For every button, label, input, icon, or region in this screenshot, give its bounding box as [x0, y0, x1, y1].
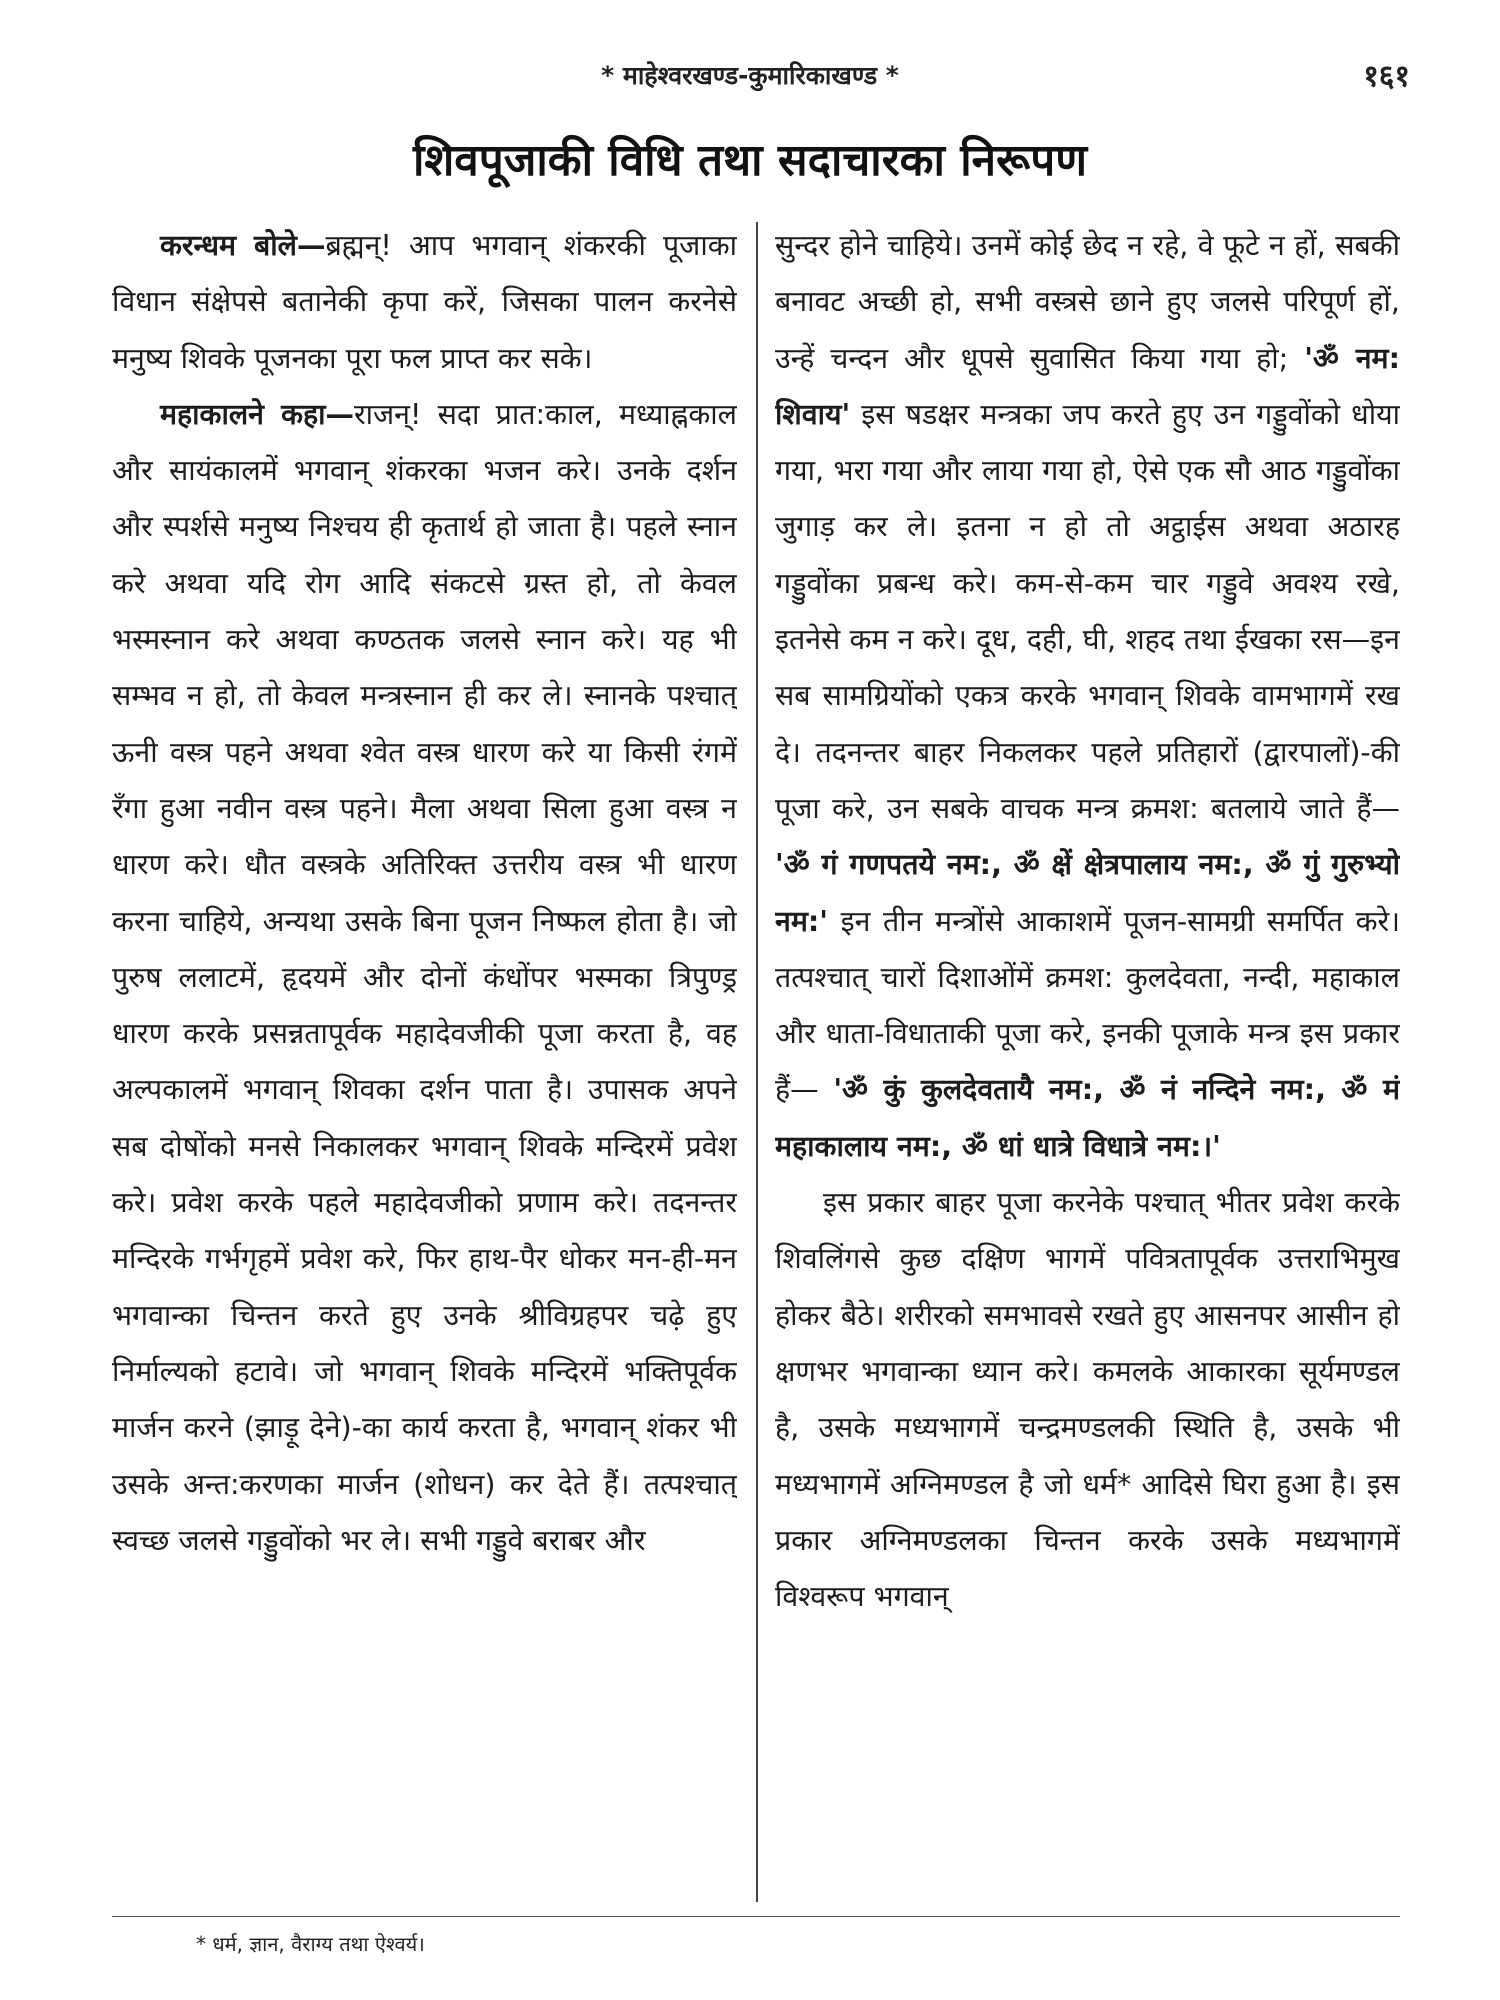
paragraph: [112, 218, 737, 387]
chapter-title: शिवपूजाकी विधि तथा सदाचारका निरूपण: [412, 135, 1088, 186]
speaker-name: करन्धम बोले—: [160, 229, 326, 262]
paragraph-text: इस प्रकार बाहर पूजा करनेके पश्चात् भीतर प्रवेश करके शिवलिंगसे कुछ दक्षिण भागमें पवित्रतापूर्वक उत्तराभिमुख होकर बैठे। शरीरको समभावसे रखते हुए आसनपर आसीन हो क्षणभर भगवान्का ध्यान करे। कमलके आकारका सूर्यमण्डल है, उसके मध्यभागमें चन्द्रमण्डलकी स्थिति है, उसके भी मध्यभागमें अग्निमण्डल है जो धर्म* आदिसे घिरा हुआ है। इस प्रकार अग्निमण्डलका चिन्तन करके उसके मध्यभागमें विश्वरूप भगवान्: [775, 1186, 1400, 1614]
mantra-text: 'ॐ नम: शिवाय': [775, 341, 1400, 431]
speaker-name: महाकालने कहा—: [160, 397, 354, 431]
footnote: * धर्म, ज्ञान, वैराग्य तथा ऐश्वर्य।: [196, 1932, 425, 1956]
mantra-text: 'ॐ गं गणपतये नम:, ॐ क्षें क्षेत्रपालाय नम:, ॐ गुं गुरुभ्यो नम:': [775, 848, 1400, 938]
paragraph-text: राजन्! सदा प्रात:काल, मध्याह्नकाल और सायंकालमें भगवान् शंकरका भजन करे। उनके दर्शन और स्पर्शसे मनुष्य निश्चय ही कृतार्थ हो जाता है। पहले स्नान करे अथवा यदि रोग आदि संकटसे ग्रस्त हो, तो केवल भस्मस्नान करे अथवा कण्ठतक जलसे स्नान करे। यह भी सम्भव न हो, तो केवल मन्त्रस्नान ही कर ले। स्नानके पश्चात् ऊनी वस्त्र पहने अथवा श्वेत वस्त्र धारण करे या किसी रंगमें रँगा हुआ नवीन वस्त्र पहने। मैला अथवा सिला हुआ वस्त्र न धारण करे। धौत वस्त्रके अतिरिक्त उत्तरीय वस्त्र भी धारण करना चाहिये, अन्यथा उसके बिना पूजन निष्फल होता है। जो पुरुष ललाटमें, हृदयमें और दोनों कंधोंपर भस्मका त्रिपुण्ड्र धारण करके प्रसन्नतापूर्वक महादेवजीकी पूजा करता है, वह अल्पकालमें भगवान् शिवका दर्शन पाता है। उपासक अपने सब दोषोंको मनसे निकालकर भगवान् शिवके मन्दिरमें प्रवेश करे। प्रवेश करके पहले महादेवजीको प्रणाम करे। तदनन्तर मन्दिरके गर्भगृहमें प्रवेश करे, फिर हाथ-पैर धोकर मन-ही-मन भगवान्का चिन्तन करते हुए उनके श्रीविग्रहपर चढ़े हुए निर्माल्यको हटावे। जो भगवान् शिवके मन्दिरमें भक्तिपूर्वक मार्जन करने (झाड़ू देने)-का कार्य करता है, भगवान् शंकर भी उसके अन्त:करणका मार्जन (शोधन) कर देते हैं। तत्पश्चात् स्वच्छ जलसे गड्डुवोंको भर ले। सभी गड्डुवे बराबर और: [112, 397, 737, 1557]
right-column: [775, 218, 1400, 1908]
paragraph: [775, 218, 1400, 1175]
paragraph-text: ब्रह्मन्! आप भगवान् शंकरकी पूजाका विधान संक्षेपसे बतानेकी कृपा करें, जिसका पालन करनेसे मनुष्य शिवके पूजनका पूरा फल प्राप्त कर सके।: [112, 229, 737, 375]
running-title: * माहेश्वरखण्ड-कुमारिकाखण्ड *: [601, 61, 899, 90]
paragraph-text: इस षडक्षर मन्त्रका जप करते हुए उन गड्डुवोंको धोया गया, भरा गया और लाया गया हो, ऐसे एक सौ आठ गड्डुवोंका जुगाड़ कर ले। इतना न हो तो अट्ठाईस अथवा अठारह गड्डुवोंका प्रबन्ध करे। कम-से-कम चार गड्डुवे अवश्य रखे, इतनेसे कम न करे। दूध, दही, घी, शहद तथा ईखका रस—इन सब सामग्रियोंको एकत्र करके भगवान् शिवके वामभागमें रख दे। तदनन्तर बाहर निकलकर पहले प्रतिहारों (द्वारपालों)-की पूजा करे, उन सबके वाचक मन्त्र क्रमश: बतलाये जाते हैं—: [775, 397, 1400, 825]
footnote-divider: [112, 1916, 1400, 1917]
paragraph: [112, 387, 737, 1569]
paragraph-text: सुन्दर होने चाहिये। उनमें कोई छेद न रहे, वे फूटे न हों, सबकी बनावट अच्छी हो, सभी वस्त्रसे छाने हुए जलसे परिपूर्ण हों, उन्हें चन्दन और धूपसे सुवासित किया गया हो;: [775, 229, 1400, 375]
column-divider: [756, 222, 758, 1902]
running-header: [0, 44, 1500, 104]
left-column: [112, 218, 737, 1908]
page-number: १६१: [1363, 59, 1410, 94]
paragraph-text: इन तीन मन्त्रोंसे आकाशमें पूजन-सामग्री समर्पित करे। तत्पश्चात् चारों दिशाओंमें क्रमश: कुलदेवता, नन्दी, महाकाल और धाता-विधाताकी पूजा करे, इनकी पूजाके मन्त्र इस प्रकार हैं—: [775, 904, 1400, 1107]
paragraph: [775, 1175, 1400, 1625]
mantra-text: 'ॐ कुं कुलदेवतायै नम:, ॐ नं नन्दिने नम:, ॐ मं महाकालाय नम:, ॐ धां धात्रे विधात्रे नम:।': [775, 1073, 1400, 1163]
